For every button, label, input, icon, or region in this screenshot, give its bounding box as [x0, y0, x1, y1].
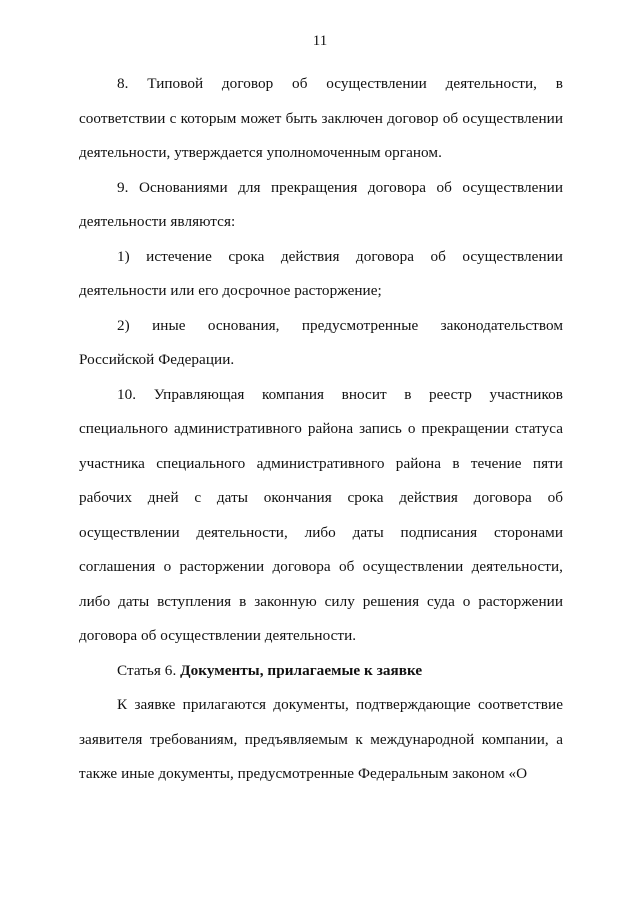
paragraph-9: 9. Основаниями для прекращения договора об осуществлении деятельности являются:	[79, 178, 563, 230]
article-prefix: Статья 6.	[117, 661, 181, 679]
paragraph-10: 10. Управляющая компания вносит в реестр участников специального административного района запись о прекращении статуса участника специального административного района в течение пяти рабочих дней с даты окончания срока действия договора об осуществлении деятельности, либо даты подписания сторонами соглашения о расторжении договора об осуществлении деятельности, либо даты вступления в законную силу решения суда о расторжении договора об осуществлении деятельности.	[79, 385, 563, 644]
paragraph-8: 8. Типовой договор об осуществлении деятельности, в соответствии с которым может быть заключен договор об осуществлении деятельности, утверждается уполномоченным органом.	[79, 75, 563, 161]
article-6-heading	[79, 654, 563, 689]
paragraph-9-item-1: 1) истечение срока действия договора об осуществлении деятельности или его досрочное расторжение;	[79, 247, 563, 299]
article-name: Документы, прилагаемые к заявке	[180, 661, 423, 679]
page-number: 11	[312, 33, 328, 49]
paragraph-9-item-2: 2) иные основания, предусмотренные законодательством Российской Федерации.	[79, 316, 563, 368]
article-6-paragraph: К заявке прилагаются документы, подтверждающие соответствие заявителя требованиям, предъявляемым к международной компании, а также иные документы, предусмотренные Федеральным законом «О	[79, 696, 563, 782]
document-body	[79, 67, 563, 792]
